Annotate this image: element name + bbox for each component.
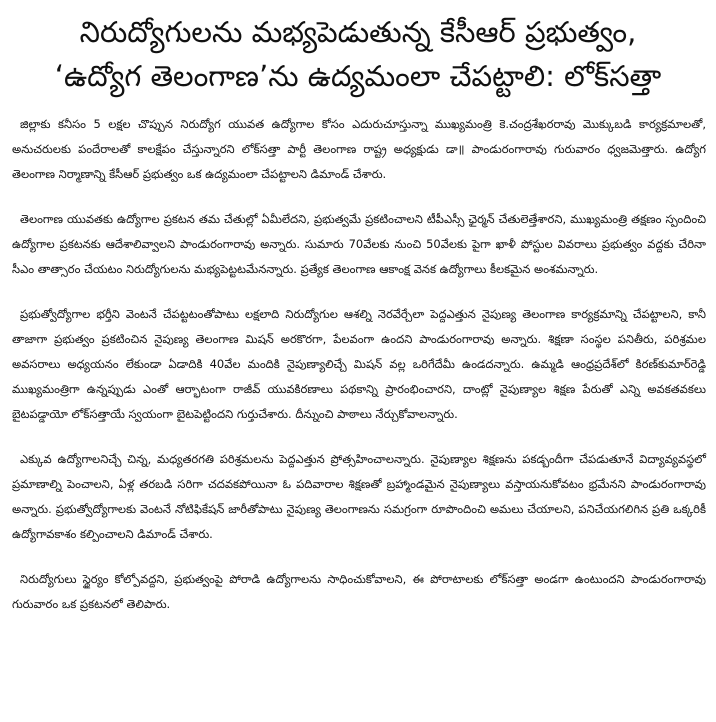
headline-line-2: ‘ఉద్యోగ తెలంగాణ’ను ఉద్యమంలా చేపట్టాలి: లోక్‌సత్తా <box>54 59 662 93</box>
paragraph-2: తెలంగాణ యువతకు ఉద్యోగాల ప్రకటన తమ చేతుల్లో ఏమీలేదని, ప్రభుత్వమే ప్రకటించాలని టీపీఎస్సీ ఛైర్మన్ చేతులెత్తేశారని, ముఖ్యమంత్రి తక్షణం స్పందించి ఉద్యోగాల ప్రకటనకు ఆదేశాలివ్వాలని పాండురంగారావు అన్నారు. సుమారు 70వేలకు నుంచి 50వేలకు పైగా ఖాళీ పోస్టుల వివరాలు ప్రభుత్వం వద్దకు చేరినా సీఎం తాత్సారం చేయటం నిరుద్యోగులను మభ్యపెట్టటమేనన్నారు. ప్రత్యేక తెలంగాణ ఆకాంక్ష వెనక ఉద్యోగాలు కీలకమైన అంశమన్నారు. <box>12 212 706 276</box>
paragraph-5: నిరుద్యోగులు స్థైర్యం కోల్పోవద్దని, ప్రభుత్వంపై పోరాడి ఉద్యోగాలను సాధించుకోవాలని, ఈ పోరాటాలకు లోక్‌సత్తా అండగా ఉంటుందని పాండురంగారావు గురువారం ఒక ప్రకటనలో తెలిపారు. <box>12 572 706 611</box>
article-headline <box>0 0 716 98</box>
paragraph-3: ప్రభుత్వోద్యోగాల భర్తీని వెంటనే చేపట్టటంతోపాటు లక్షలాది నిరుద్యోగుల ఆశల్ని నెరవేర్చేలా పెద్దఎత్తున నైపుణ్య తెలంగాణ కార్యక్రమాన్ని చేపట్టాలని, కానీ తాజాగా ప్రభుత్వం ప్రకటించిన నైపుణ్య తెలంగాణ మిషన్ అరకొరగా, పేలవంగా ఉందని పాండురంగారావు అన్నారు. శిక్షణా సంస్థల పనితీరు, పరిశ్రమల అవసరాలు అధ్యయనం లేకుండా ఏడాదికి 40వేల మందికి నైపుణ్యాలిచ్చే మిషన్ వల్ల ఒరిగేదేమీ ఉండదన్నారు. ఉమ్మడి ఆంధ్రప్రదేశ్‌లో కిరణ్‌కుమార్‌రెడ్డి ముఖ్యమంత్రిగా ఉన్నప్పుడు ఎంతో ఆర్భాటంగా రాజీవ్ యువకిరణాలు పథకాన్ని ప్రారంభించారని, దాంట్లో నైపుణ్యాల శిక్షణ పేరుతో ఎన్ని అవకతవకలు బైటపడ్డాయో లోక్‌సత్తాయే స్వయంగా బైటపెట్టిందని గుర్తుచేశారు. దీన్నుంచి పాఠాలు నేర్చుకోవాలన్నారు. <box>12 307 706 421</box>
headline-line-1: నిరుద్యోగులను మభ్యపెడుతున్న కేసీఆర్ ప్రభుత్వం, <box>79 15 637 49</box>
paragraph-4: ఎక్కువ ఉద్యోగాలనిచ్చే చిన్న, మధ్యతరగతి పరిశ్రమలను పెద్దఎత్తున ప్రోత్సహించాలన్నారు. నైపుణ్యాల శిక్షణను పకడ్బందీగా చేపడుతూనే విద్యావ్యవస్థలో ప్రమాణాల్ని పెంచాలని, ఏళ్ల తరబడి సరిగా చదవకపోయినా ఓ పదివారాల శిక్షణతో బ్రహ్మాండమైన నైపుణ్యాలు వస్తాయనుకోవటం భ్రమేనని పాండురంగారావు అన్నారు. ప్రభుత్వోద్యోగాలకు వెంటనే నోటిఫికేషన్ జారీతోపాటు నైపుణ్య తెలంగాణను సమగ్రంగా రూపొందించి అమలు చేయాలని, పనిచేయగలిగిన ప్రతి ఒక్కరికీ ఉద్యోగావకాశం కల్పించాలని డిమాండ్ చేశారు. <box>12 452 706 541</box>
article-body <box>0 98 716 617</box>
paragraph-1: జిల్లాకు కనీసం 5 లక్షల చొప్పున నిరుద్యోగ యువత ఉద్యోగాల కోసం ఎదురుచూస్తున్నా ముఖ్యమంత్రి కె.చంద్రశేఖరరావు మొక్కుబడి కార్యక్రమాలతో, అనుచరులకు పందేరాలతో కాలక్షేపం చేస్తున్నారని లోక్‌సత్తా పార్టీ తెలంగాణ రాష్ట్ర అధ్యక్షుడు డా॥ పాండురంగారావు గురువారం ధ్వజమెత్తారు. ఉద్యోగ తెలంగాణ నిర్మాణాన్ని కేసీఆర్ ప్రభుత్వం ఒక ఉద్యమంలా చేపట్టాలని డిమాండ్ చేశారు. <box>12 117 706 181</box>
